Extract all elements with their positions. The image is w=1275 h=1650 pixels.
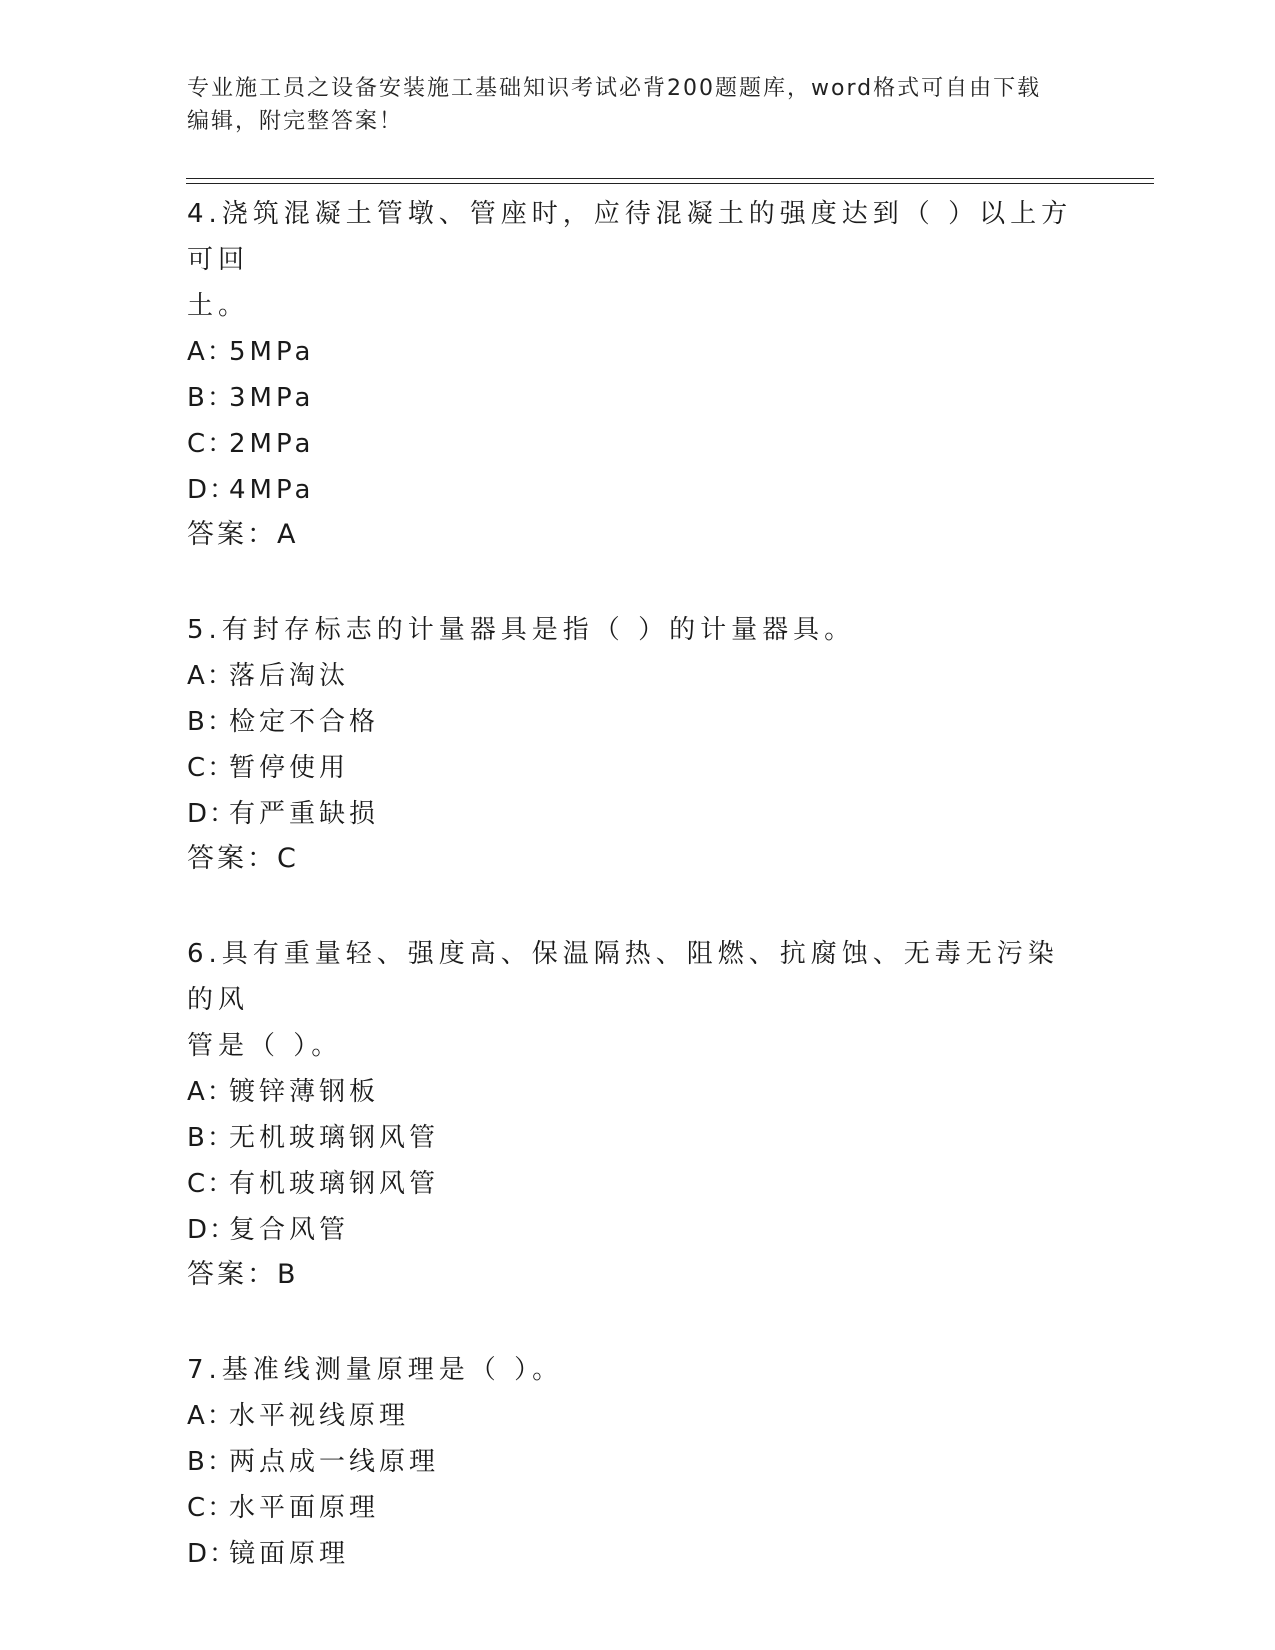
option-value: 有严重缺损 — [229, 799, 380, 829]
option-key: B： — [187, 1123, 235, 1153]
option-key: D： — [187, 1539, 238, 1569]
option-b — [187, 699, 1087, 745]
option-key: D： — [187, 475, 238, 505]
question-6 — [187, 928, 1087, 1297]
question-list — [187, 188, 1087, 1577]
option-key: C： — [187, 753, 236, 783]
question-text — [187, 604, 1087, 653]
question-gap — [187, 557, 1087, 604]
question-text — [187, 1344, 1087, 1393]
option-b — [187, 1115, 1087, 1161]
option-value: 检定不合格 — [229, 707, 380, 737]
question-text-line: 土。 — [187, 291, 250, 321]
question-text-line: 5.有封存标志的计量器具是指（ ）的计量器具。 — [187, 615, 856, 645]
question-4 — [187, 188, 1087, 557]
option-value: 5MPa — [229, 337, 315, 367]
option-key: A： — [187, 1401, 235, 1431]
question-text-line: 管是（ ）。 — [187, 1031, 343, 1061]
option-key: A： — [187, 337, 235, 367]
option-key: B： — [187, 1447, 235, 1477]
option-c — [187, 1485, 1087, 1531]
option-value: 水平面原理 — [229, 1493, 380, 1523]
option-a — [187, 1393, 1087, 1439]
option-a — [187, 1069, 1087, 1115]
option-a — [187, 329, 1087, 375]
option-value: 两点成一线原理 — [229, 1447, 440, 1477]
option-key: D： — [187, 1215, 238, 1245]
option-c — [187, 745, 1087, 791]
option-key: A： — [187, 661, 235, 691]
option-b — [187, 375, 1087, 421]
option-c — [187, 1161, 1087, 1207]
answer: 答案：B — [187, 1259, 299, 1290]
question-gap — [187, 1297, 1087, 1344]
header-line-2: 编辑，附完整答案！ — [187, 109, 404, 134]
option-key: B： — [187, 383, 235, 413]
question-text — [187, 928, 1087, 1069]
option-d — [187, 1207, 1087, 1253]
document-header — [187, 72, 1067, 138]
option-a — [187, 653, 1087, 699]
question-5 — [187, 604, 1087, 881]
answer: 答案：A — [187, 519, 299, 550]
option-value: 镜面原理 — [229, 1539, 350, 1569]
option-value: 2MPa — [229, 429, 315, 459]
option-value: 复合风管 — [229, 1215, 350, 1245]
option-key: C： — [187, 429, 236, 459]
question-text — [187, 188, 1087, 329]
option-key: B： — [187, 707, 235, 737]
option-d — [187, 467, 1087, 513]
header-line-1: 专业施工员之设备安装施工基础知识考试必背200题题库，word格式可自由下载 — [187, 76, 1042, 101]
option-key: D： — [187, 799, 238, 829]
option-b — [187, 1439, 1087, 1485]
option-d — [187, 791, 1087, 837]
option-value: 无机玻璃钢风管 — [229, 1123, 440, 1153]
option-key: A： — [187, 1077, 235, 1107]
question-gap — [187, 881, 1087, 928]
question-text-line: 4.浇筑混凝土管墩、管座时，应待混凝土的强度达到（ ）以上方可回 — [187, 199, 1073, 275]
option-key: C： — [187, 1169, 236, 1199]
option-value: 4MPa — [229, 475, 315, 505]
option-c — [187, 421, 1087, 467]
question-text-line: 7.基准线测量原理是（ ）。 — [187, 1355, 564, 1385]
header-rule-bottom — [186, 183, 1154, 184]
answer: 答案：C — [187, 843, 299, 874]
question-7 — [187, 1344, 1087, 1577]
option-key: C： — [187, 1493, 236, 1523]
option-value: 镀锌薄钢板 — [229, 1077, 380, 1107]
question-text-line: 6.具有重量轻、强度高、保温隔热、阻燃、抗腐蚀、无毒无污染的风 — [187, 939, 1059, 1015]
option-value: 水平视线原理 — [229, 1401, 410, 1431]
option-value: 暂停使用 — [229, 753, 350, 783]
option-value: 有机玻璃钢风管 — [229, 1169, 440, 1199]
option-value: 落后淘汰 — [229, 661, 350, 691]
option-d — [187, 1531, 1087, 1577]
header-rule-top — [186, 178, 1154, 179]
option-value: 3MPa — [229, 383, 315, 413]
